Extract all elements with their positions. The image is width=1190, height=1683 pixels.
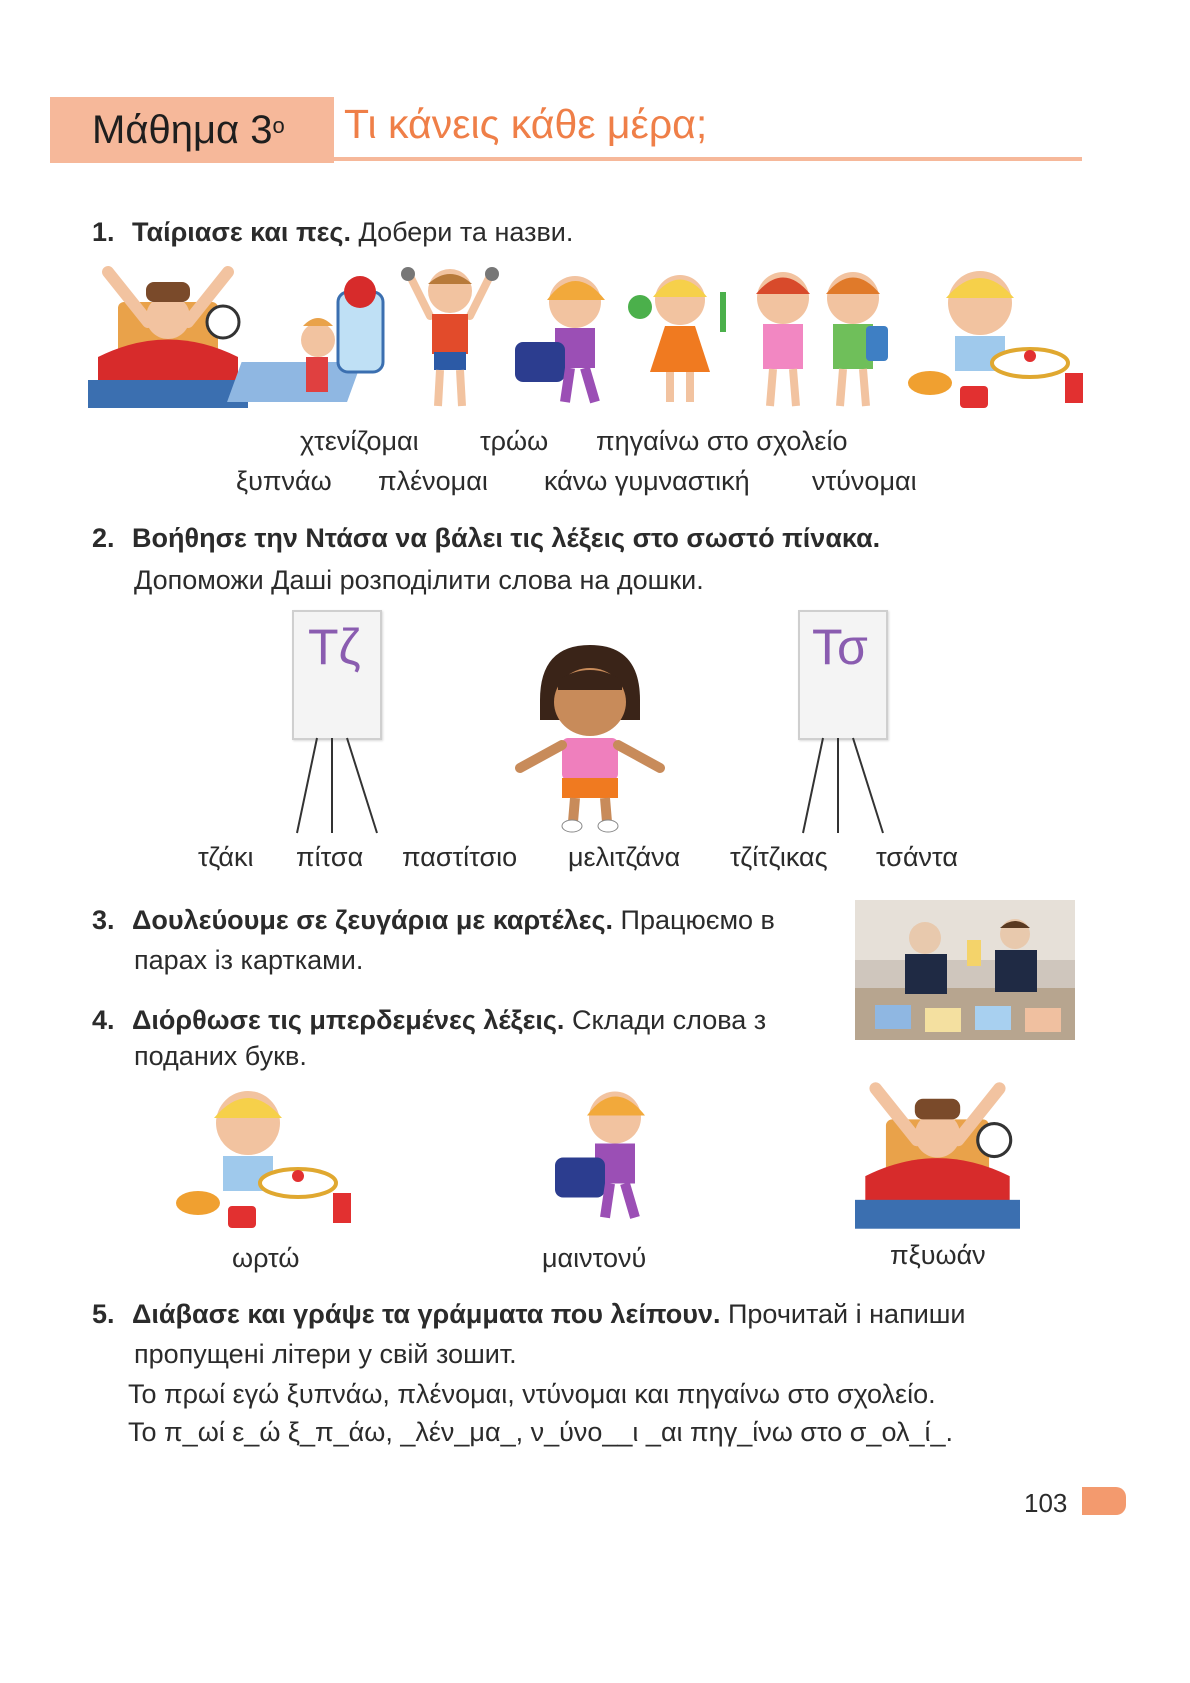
task-4-bold: Διόρθωσε τις μπερδεμένες λέξεις.	[132, 1005, 565, 1035]
page-tab-marker	[1082, 1487, 1126, 1515]
exercise-boy-illustration	[400, 256, 500, 416]
lesson-label	[50, 97, 334, 163]
lesson-title: Τι κάνεις κάθε μέρα;	[344, 101, 708, 147]
task-2-bold: Βοήθησε την Ντάσα να βάλει τις λέξεις στο σωστό πίνακα.	[132, 523, 881, 553]
going-to-school-kids-illustration	[738, 256, 898, 416]
waking-up-boy-illustration-2	[855, 1078, 1020, 1233]
word-washing: πλένομαι	[378, 466, 488, 496]
board-tz-letter: Τζ	[308, 619, 361, 675]
task-1-rest: Добери та назви.	[358, 217, 574, 247]
task-5-subtitle: пропущені літери у свій зошит.	[134, 1339, 517, 1369]
dressing-girl-illustration	[515, 262, 625, 412]
task-5-heading	[92, 1296, 966, 1332]
task-1-heading	[92, 214, 573, 250]
scrambled-word-2: μαιντονύ	[542, 1243, 647, 1273]
task-4-heading	[92, 1002, 766, 1038]
board-ts-letter: Τσ	[812, 619, 868, 675]
board-ts	[798, 610, 888, 740]
scrambled-word-3: πξυωάν	[890, 1240, 986, 1270]
task-5-bold: Διάβασε και γράψε τα γράμματα που λείπουν.	[132, 1299, 721, 1329]
word-pitsa: πίτσα	[296, 842, 364, 872]
word-waking-up: ξυπνάω	[236, 466, 332, 496]
word-eating: τρώω	[480, 426, 549, 456]
page-number: 103	[1024, 1488, 1068, 1518]
dressing-girl-illustration-2	[555, 1075, 665, 1230]
task-1-number: 1.	[92, 217, 115, 247]
task-3-heading	[92, 902, 775, 938]
board-tz	[292, 610, 382, 740]
task-1-bold: Ταίριασε και πες.	[132, 217, 351, 247]
word-exercise: κάνω γυμναστική	[544, 466, 750, 496]
scrambled-word-1: ωρτώ	[232, 1243, 300, 1273]
task-2-subtitle: Допоможи Даші розподілити слова на дошки.	[134, 565, 704, 595]
word-tzitzikas: τζίτζικας	[730, 842, 828, 872]
task-5-sentence: Το πρωί εγώ ξυπνάω, πλένομαι, ντύνομαι και πηγαίνω στο σχολείο.	[128, 1379, 936, 1409]
board-ts-sheet	[798, 610, 888, 740]
word-combing: χτενίζομαι	[300, 426, 419, 456]
task-5-rest: Прочитай і напиши	[727, 1299, 966, 1329]
lesson-label-sup: ο	[272, 113, 285, 138]
task-3-rest: Працюємо в	[620, 905, 775, 935]
word-pastitsio: παστίτσιο	[402, 842, 518, 872]
title-underline	[334, 157, 1082, 161]
combing-girl-illustration	[625, 262, 735, 412]
task-2-number: 2.	[92, 523, 115, 553]
lesson-label-text: Μάθημα 3	[92, 107, 273, 152]
task-2-heading	[92, 520, 880, 556]
task-3-subtitle: парах із картками.	[134, 945, 364, 975]
board-ts-easel	[783, 738, 903, 838]
word-melitzana: μελιτζάνα	[568, 842, 681, 872]
waking-up-boy-illustration	[88, 262, 248, 412]
board-tz-sheet	[292, 610, 382, 740]
task-3-number: 3.	[92, 905, 115, 935]
eating-boy-illustration	[900, 258, 1090, 418]
task-4-number: 4.	[92, 1005, 115, 1035]
task-4-rest: Склади слова з	[571, 1005, 767, 1035]
word-going-to-school: πηγαίνω στο σχολείο	[596, 426, 848, 456]
task-5-gapped-sentence: Το π_ωί ε_ώ ξ_π_άω, _λέν_μα_, ν_ύνο__ι _αι πηγ_ίνω στο σ_ολ_ί_.	[128, 1417, 953, 1447]
dasha-girl-illustration	[510, 640, 670, 835]
word-tzaki: τζάκι	[198, 842, 254, 872]
washing-girl-illustration	[278, 262, 418, 412]
task-5-number: 5.	[92, 1299, 115, 1329]
board-tz-easel	[277, 738, 397, 838]
task-3-bold: Δουλεύουμε σε ζευγάρια με καρτέλες.	[132, 905, 614, 935]
word-tsanta: τσάντα	[876, 842, 958, 872]
eating-boy-illustration-2	[168, 1078, 358, 1238]
classroom-photo	[855, 900, 1075, 1040]
word-dressing: ντύνομαι	[812, 466, 917, 496]
task-4-subtitle: поданих букв.	[134, 1041, 307, 1071]
